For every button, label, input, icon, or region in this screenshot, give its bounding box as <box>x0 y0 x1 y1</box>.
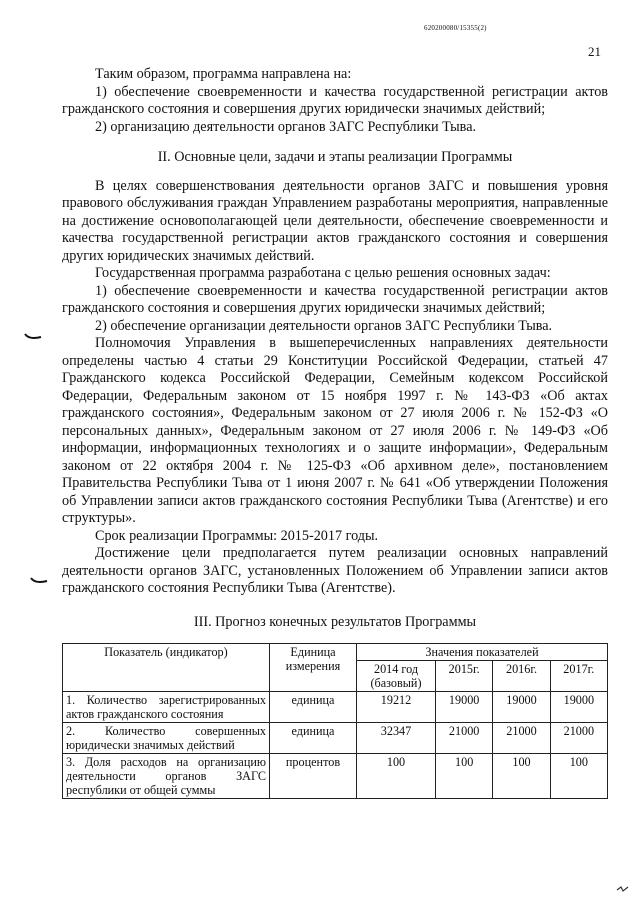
value-cell: 21000 <box>493 723 550 754</box>
section-2-paragraph: Государственная программа разработана с целью решения основных задач: <box>95 265 551 281</box>
corner-scribble-icon <box>616 884 630 897</box>
margin-check-mark-icon <box>30 576 48 586</box>
document-code: 620200080/15355(2) <box>424 24 487 32</box>
value-cell: 19000 <box>550 692 607 723</box>
document-body <box>62 66 608 799</box>
indicator-cell: 3. Доля расходов на организацию деятельности органов ЗАГС республики от общей суммы <box>63 754 270 799</box>
table-row <box>63 723 608 754</box>
unit-cell: единица <box>270 692 357 723</box>
section-2-paragraph: В целях совершенствования деятельности органов ЗАГС и повышения уровня правового обслуживания граждан Управлением разработаны мероприятия, направленные на достижение основополагающей цели деятельности, обеспечение своевременности и качества государственной регистрации актов гражданского состояния и совершения других юридических значимых действий. <box>62 177 608 264</box>
value-cell: 21000 <box>436 723 493 754</box>
header-unit: Единица измерения <box>270 644 357 692</box>
section-2-heading: II. Основные цели, задачи и этапы реализации Программы <box>157 149 513 165</box>
unit-cell: единица <box>270 723 357 754</box>
indicator-cell: 1. Количество зарегистрированных актов гражданского состояния <box>63 692 270 723</box>
section-3-heading: III. Прогноз конечных результатов Программы <box>193 613 477 630</box>
table-row <box>63 692 608 723</box>
value-cell: 100 <box>357 754 436 799</box>
value-cell: 32347 <box>357 723 436 754</box>
value-cell: 19000 <box>493 692 550 723</box>
intro-item-2: 2) организацию деятельности органов ЗАГС Республики Тыва. <box>95 118 477 135</box>
table-row <box>63 754 608 799</box>
header-year: 2017г. <box>550 661 607 692</box>
header-year: 2015г. <box>436 661 493 692</box>
header-values: Значения показателей <box>357 644 608 661</box>
value-cell: 100 <box>550 754 607 799</box>
header-year: 2016г. <box>493 661 550 692</box>
section-2-paragraph: Достижение цели предполагается путем реализации основных направлений деятельности органов ЗАГС, установленных Положением об Управлении записи актов гражданского состояния Республики Тыва (Агентстве). <box>62 545 608 596</box>
section-2-task-2: 2) обеспечение организации деятельности органов ЗАГС Республики Тыва. <box>95 317 553 334</box>
table-header-row <box>63 644 608 661</box>
value-cell: 100 <box>493 754 550 799</box>
page-number: 21 <box>588 44 601 59</box>
margin-check-mark-icon <box>24 332 42 342</box>
value-cell: 100 <box>436 754 493 799</box>
header-year: 2014 год (базовый) <box>357 661 436 692</box>
header-indicator: Показатель (индикатор) <box>63 644 270 692</box>
section-2-paragraph: Полномочия Управления в вышеперечисленных направлениях деятельности определены частью 4 статьи 29 Конституции Российской Федерации, статьей 47 Гражданского кодекса Российской Федерации, Семейным кодексом Российской Федерации, Федеральным законом от 15 ноября 1997 г. № 143-ФЗ «Об актах гражданского состояния», Федеральным законом от 27 июля 2006 г. № 152-ФЗ «О персональных данных», Федеральным законом от 27 июля 2006 г. № 149-ФЗ «Об информации, информационных технологиях и о защите информации», Федеральным законом от 22 октября 2004 г. № 125-ФЗ «Об архивном деле», постановлением Правительства Республики Тыва от 1 июня 2007 г. № 641 «Об утверждении Положения об Управлении записи актов гражданского состояния Республики Тыва (Агентстве) и его структуры». <box>62 335 608 526</box>
value-cell: 19000 <box>436 692 493 723</box>
indicator-cell: 2. Количество совершенных юридически значимых действий <box>63 723 270 754</box>
value-cell: 21000 <box>550 723 607 754</box>
section-2-paragraph: Срок реализации Программы: 2015-2017 годы. <box>95 527 379 544</box>
section-2-task-1: 1) обеспечение своевременности и качества государственной регистрации актов гражданского состояния и совершения других юридически значимых действий; <box>62 282 608 316</box>
intro-lead: Таким образом, программа направлена на: <box>95 66 352 82</box>
intro-item-1: 1) обеспечение своевременности и качества государственной регистрации актов гражданского состояния и совершения других юридически значимых действий; <box>62 83 608 117</box>
results-table <box>62 643 608 799</box>
unit-cell: процентов <box>270 754 357 799</box>
value-cell: 19212 <box>357 692 436 723</box>
